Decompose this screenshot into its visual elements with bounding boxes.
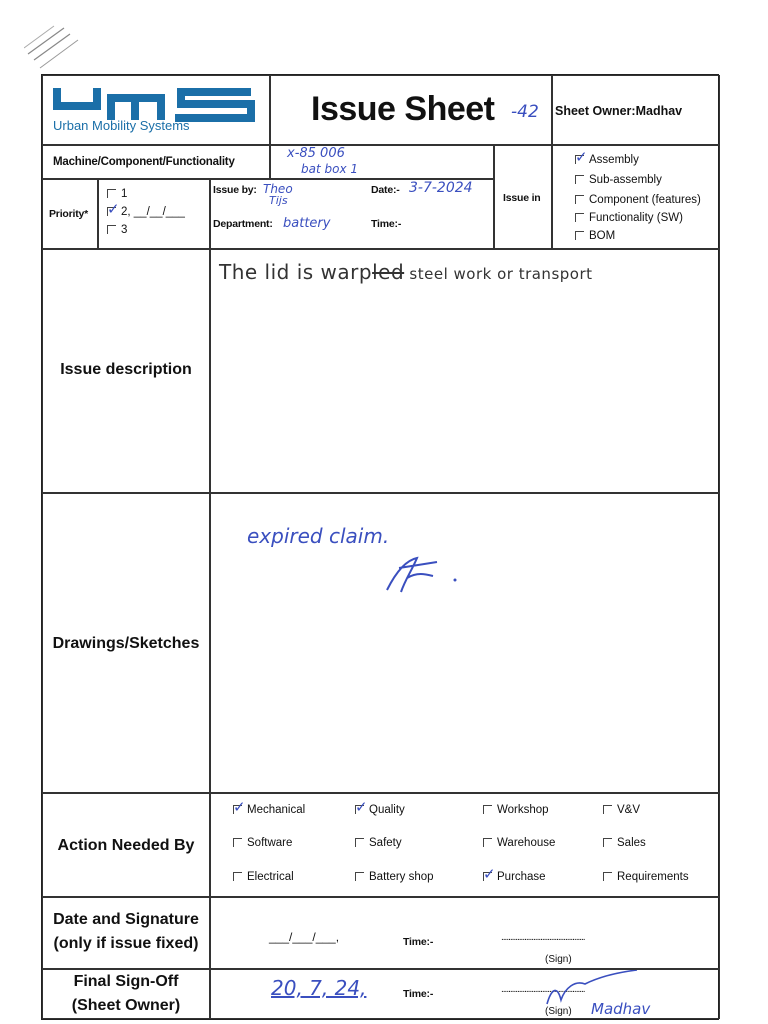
issue-in-label-cell <box>494 145 552 249</box>
action-label-cell <box>42 793 210 897</box>
machine-label: Machine/Component/Functionality <box>53 156 235 168</box>
date-signature-label-line2: (only if issue fixed) <box>53 935 199 952</box>
issue-in-option-bom[interactable]: BOM <box>575 230 615 242</box>
date-signature-label-cell <box>42 897 210 969</box>
date-value: 3-7-2024 <box>409 180 473 196</box>
date-signature-area[interactable] <box>210 897 720 969</box>
sheet-number: -42 <box>511 102 539 122</box>
fix-sign-line: ............................................... <box>501 932 585 943</box>
fix-date-blank: ___/___/___, <box>269 930 340 944</box>
machine-label-cell <box>42 145 270 179</box>
checkmark-icon: ✓ <box>233 798 246 817</box>
checkbox[interactable] <box>575 175 584 184</box>
issue-in-option-assembly[interactable]: ✓ Assembly <box>575 148 639 167</box>
final-time-label: Time:- <box>403 988 434 1000</box>
final-sign-name: Madhav <box>591 1000 651 1018</box>
issue-by-value-line2: Tijs <box>269 194 288 207</box>
issue-by-value-line1: Theo <box>263 182 293 196</box>
checkmark-icon: ✓ <box>107 200 120 219</box>
checkbox[interactable] <box>355 798 368 817</box>
checkbox[interactable] <box>355 872 364 881</box>
priority-label-cell <box>42 179 98 249</box>
checkbox[interactable] <box>483 838 492 847</box>
action-option-electrical[interactable]: Electrical <box>233 871 294 883</box>
description-area[interactable] <box>210 249 720 493</box>
checkbox[interactable] <box>355 838 364 847</box>
logo-text: Urban Mobility Systems <box>53 118 190 133</box>
final-sign-label: (Sign) <box>545 1006 572 1017</box>
action-option-mechanical[interactable]: ✓ Mechanical <box>233 798 306 817</box>
action-option-requirements[interactable]: Requirements <box>603 871 689 883</box>
priority-label: Priority* <box>49 208 89 220</box>
fix-time-label: Time:- <box>403 936 434 948</box>
issue-by-label: Issue by: <box>213 184 257 196</box>
scan-marks <box>24 24 84 74</box>
action-option-purchase[interactable]: ✓ Purchase <box>483 865 546 884</box>
time-label: Time:- <box>371 218 402 230</box>
checkbox[interactable] <box>233 838 242 847</box>
title-cell <box>270 75 552 145</box>
signature-scribble-icon <box>377 550 467 600</box>
action-option-quality[interactable]: ✓ Quality <box>355 798 405 817</box>
logo-cell <box>42 75 270 145</box>
issue-in-option-component[interactable]: Component (features) <box>575 194 701 206</box>
issue-sheet-form <box>41 74 719 1020</box>
checkmark-icon: ✓ <box>483 865 496 884</box>
checkmark-icon: ✓ <box>575 148 588 167</box>
owner-label: Sheet Owner: <box>555 104 636 118</box>
checkbox[interactable] <box>483 805 492 814</box>
action-option-warehouse[interactable]: Warehouse <box>483 837 555 849</box>
final-signoff-label-cell <box>42 969 210 1019</box>
checkbox[interactable] <box>107 200 120 219</box>
checkbox[interactable] <box>107 189 116 198</box>
checkmark-icon: ✓ <box>355 798 368 817</box>
checkbox[interactable] <box>575 213 584 222</box>
drawings-label-cell <box>42 493 210 793</box>
description-text: The lid is warpled steel work or transport <box>219 260 593 284</box>
priority-options-cell <box>98 179 210 249</box>
machine-value-line2: bat box 1 <box>301 162 358 176</box>
issue-in-options-cell <box>552 145 720 249</box>
drawings-note: expired claim. <box>247 524 390 548</box>
action-option-workshop[interactable]: Workshop <box>483 804 549 816</box>
department-label: Department: <box>213 218 273 230</box>
checkbox[interactable] <box>483 865 496 884</box>
action-options-cell <box>210 793 720 897</box>
final-date-value: 20, 7, 24, <box>271 976 367 1000</box>
action-option-battery-shop[interactable]: Battery shop <box>355 871 434 883</box>
drawings-area[interactable] <box>210 493 720 793</box>
checkbox[interactable] <box>233 798 246 817</box>
checkbox[interactable] <box>575 231 584 240</box>
action-option-sales[interactable]: Sales <box>603 837 646 849</box>
drawings-label: Drawings/Sketches <box>52 635 200 652</box>
issue-in-option-sub-assembly[interactable]: Sub-assembly <box>575 174 662 186</box>
checkbox[interactable] <box>575 195 584 204</box>
priority-option-1[interactable]: 1 <box>107 188 127 200</box>
checkbox[interactable] <box>603 805 612 814</box>
description-label-cell <box>42 249 210 493</box>
checkbox[interactable] <box>575 148 588 167</box>
action-option-vv[interactable]: V&V <box>603 804 640 816</box>
machine-value-cell[interactable] <box>270 145 494 179</box>
final-signoff-label-line1: Final Sign-Off <box>73 973 179 990</box>
action-option-software[interactable]: Software <box>233 837 292 849</box>
issue-in-label: Issue in <box>503 192 541 204</box>
checkbox[interactable] <box>233 872 242 881</box>
final-sign-line: ............................................... <box>501 984 585 995</box>
department-value: battery <box>283 216 331 231</box>
final-signoff-label-line2: (Sheet Owner) <box>71 997 181 1014</box>
action-label: Action Needed By <box>57 837 195 854</box>
date-signature-label-line1: Date and Signature <box>53 911 199 928</box>
checkbox[interactable] <box>603 872 612 881</box>
date-label: Date:- <box>371 184 400 196</box>
machine-value-line1: x-85 006 <box>287 146 345 161</box>
final-signoff-area[interactable] <box>210 969 720 1019</box>
action-option-safety[interactable]: Safety <box>355 837 402 849</box>
owner-name: Madhav <box>635 104 683 118</box>
priority-option-2[interactable]: ✓ 2, __/__/___ <box>107 200 185 219</box>
description-label: Issue description <box>60 361 192 378</box>
fix-sign-label: (Sign) <box>545 954 572 965</box>
priority-option-3[interactable]: 3 <box>107 224 127 236</box>
page-title: Issue Sheet <box>311 90 495 128</box>
checkbox[interactable] <box>603 838 612 847</box>
owner-cell <box>552 75 720 145</box>
checkbox[interactable] <box>107 225 116 234</box>
issue-in-option-functionality[interactable]: Functionality (SW) <box>575 212 683 224</box>
issue-meta-cell <box>210 179 494 249</box>
